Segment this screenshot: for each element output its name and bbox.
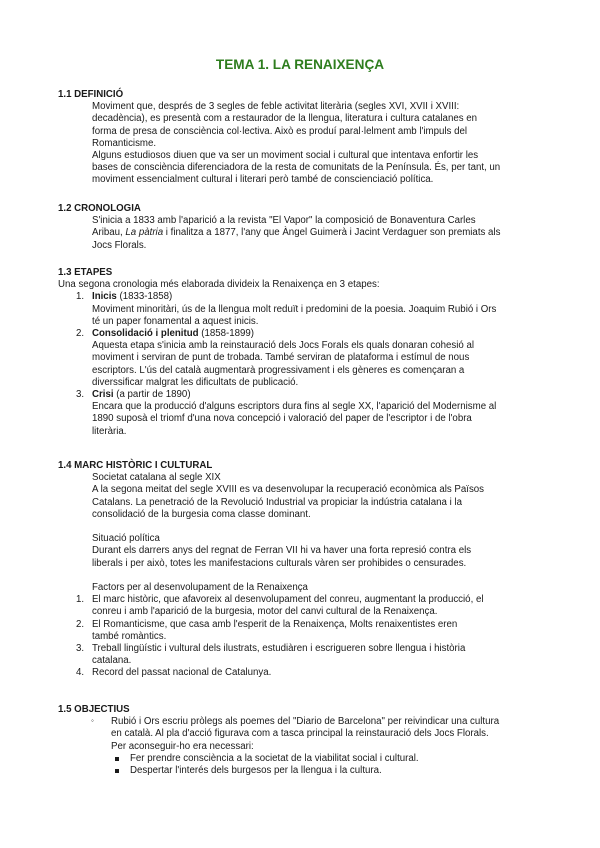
text-line: [92, 227, 542, 239]
page-title: TEMA 1. LA RENAIXENÇA: [215, 57, 385, 72]
text-line: moviment essencialment cultural i literari però també de conscienciació política.: [92, 174, 434, 186]
square-bullet-icon: [115, 757, 119, 761]
text-line: A la segona meitat del segle XVIII es va desenvolupar la recuperació econòmica als Països: [92, 484, 485, 496]
section-body: [92, 101, 542, 186]
list-item: [58, 667, 542, 679]
section-definicio: [58, 89, 542, 187]
section-body: [92, 472, 542, 594]
list-item: [58, 291, 542, 328]
item-number: 1.: [76, 594, 85, 606]
list-item: [58, 594, 542, 618]
text-line: Encara que la producció d'alguns escriptors dura fins al segle XX, l'aparició del Modernisme al: [92, 401, 497, 413]
stage-name: Inicis: [92, 291, 117, 303]
item-heading: [92, 328, 542, 340]
stage-dates: (1833-1858): [116, 291, 173, 303]
item-heading: [92, 389, 542, 401]
text-line: Moviment que, després de 3 segles de feble activitat literària (segles XVI, XVII i XVIII:: [92, 101, 460, 113]
text-line: Catalans. La penetració de la Revolució Industrial va propiciar la indústria catalana i la: [92, 496, 462, 508]
section-etapes: [58, 267, 542, 438]
text-line: Romanticisme.: [92, 137, 157, 149]
text-line: liberals i per això, totes les manifestacions culturals vàren ser prohibides o censurades.: [92, 557, 467, 569]
text-line: escriptors. L'ús del català augmentarà progressivament i els gèneres es començaran a: [92, 364, 465, 376]
item-number: 1.: [76, 291, 85, 303]
text-line: Despertar l'interés dels burgesos per la llengua i la cultura.: [130, 765, 382, 777]
list-item: [58, 716, 542, 753]
section-objectius: [58, 704, 542, 777]
stage-name: Consolidació i plenitud: [92, 328, 199, 340]
item-number: 2.: [76, 328, 85, 340]
text-line: Jocs Florals.: [92, 239, 147, 251]
circle-bullet-icon: ◦: [91, 716, 94, 726]
item-number: 4.: [76, 667, 85, 679]
text-line: en català. Al pla d'acció figurava com a tasca principal la reinstauració dels Jocs Florals.: [111, 728, 489, 740]
subheading: Societat catalana al segle XIX: [92, 472, 221, 484]
text-line: Record del passat nacional de Catalunya.: [92, 667, 272, 679]
text-line: Fer prendre consciència a la societat de la viabilitat social i cultural.: [130, 752, 419, 764]
subheading: Situació política: [92, 533, 160, 545]
text-line: catalana.: [92, 655, 132, 667]
text-line: bases de consciència diferenciadora de la resta de comunitats de la Península. És, per tant, un: [92, 162, 501, 174]
text-line: diverssificar malgrat les dificultats de publicació.: [92, 376, 299, 388]
stage-dates: (1858-1899): [198, 328, 255, 340]
section-heading: 1.5 OBJECTIUS: [58, 704, 130, 715]
text-line: Rubió i Ors escriu pròlegs als poemes del "Diario de Barcelona" per reivindicar una cultura: [111, 716, 500, 728]
section-marc-historic: [58, 460, 542, 680]
text-line: Alguns estudiosos diuen que va ser un moviment social i cultural que intentava enfortir les: [92, 150, 479, 162]
text-line: S'inicia a 1833 amb l'aparició a la revista "El Vapor" la composició de Bonaventura Carles: [92, 215, 476, 227]
text-line: decadència), es presentà com a restaurador de la llengua, literatura i cultura catalanes en: [92, 113, 478, 125]
text-line: consolidació de la burgesia coma classe dominant.: [92, 508, 311, 520]
section-heading: 1.3 ETAPES: [58, 267, 113, 278]
text-line: Durant els darrers anys del regnat de Ferran VII hi va haver una forta represió contra els: [92, 545, 472, 557]
list-item: [58, 328, 542, 389]
list-item: [58, 619, 542, 643]
section-heading: 1.2 CRONOLOGIA: [58, 203, 141, 214]
item-number: 3.: [76, 643, 85, 655]
list-item: [58, 389, 542, 438]
section-heading: 1.1 DEFINICIÓ: [58, 89, 124, 100]
text-run: Aribau,: [92, 227, 126, 239]
text-run: i finalitza a 1877, l'any que Àngel Guimerà i Jacint Verdaguer son premiats als: [163, 227, 501, 239]
text-line: conreu i amb l'aparició de la burgesia, motor del canvi cultural de la Renaixença.: [92, 606, 438, 618]
item-number: 2.: [76, 618, 85, 630]
factors-list: [58, 594, 542, 679]
list-item: [58, 765, 542, 777]
square-bullet-icon: [115, 769, 119, 773]
stages-list: [58, 291, 542, 437]
text-line: 1890 suposà el triomf d'una nova concepció i valoració del paper de l'escriptor i de l'obra: [92, 413, 472, 425]
section-body: [92, 215, 542, 252]
subheading: Factors per al desenvolupament de la Renaixença: [92, 582, 308, 593]
text-line: Aquesta etapa s'inicia amb la reinstauració dels Jocs Forals els quals donaran cohesió al: [92, 340, 475, 352]
text-line: moviment i serviran de punt de trobada. També serviran de plataforma i estímul de nous: [92, 352, 470, 364]
text-line: té un paper fonamental a aquest inicis.: [92, 315, 259, 327]
list-item: [58, 643, 542, 667]
text-line: El Romanticisme, que casa amb l'esperit de la Renaixença, Molts renaixentistes eren: [92, 618, 458, 630]
work-title: La pàtria: [125, 227, 164, 239]
text-line: El marc històric, que afavoreix al desenvolupament del conreu, augmentant la producció, el: [92, 594, 484, 606]
text-line: Moviment minoritàri, ús de la llengua molt reduït i predomini de la poesia. Joaquim Rubió i Ors: [92, 303, 497, 315]
item-number: 3.: [76, 389, 85, 401]
section-heading: 1.4 MARC HISTÒRIC I CULTURAL: [58, 460, 213, 471]
text-line: literària.: [92, 425, 127, 437]
list-item: [58, 753, 542, 765]
text-line: també romàntics.: [92, 630, 167, 642]
section-intro: Una segona cronologia més elaborada divideix la Renaixença en 3 etapes:: [58, 279, 380, 291]
item-heading: [92, 291, 542, 303]
text-line: Treball lingüístic i vultural dels ilustrats, estudiàren i escrigueren sobre llengua i història: [92, 643, 466, 655]
text-line: forma de presa de consciència col·lectiva. Això es produí paral·lelment amb l'impuls del: [92, 125, 467, 137]
text-line: Per aconseguir-ho era necessari:: [111, 740, 254, 752]
stage-dates: (a partir de 1890): [113, 389, 191, 401]
section-cronologia: [58, 203, 542, 252]
stage-name: Crisi: [92, 389, 114, 401]
